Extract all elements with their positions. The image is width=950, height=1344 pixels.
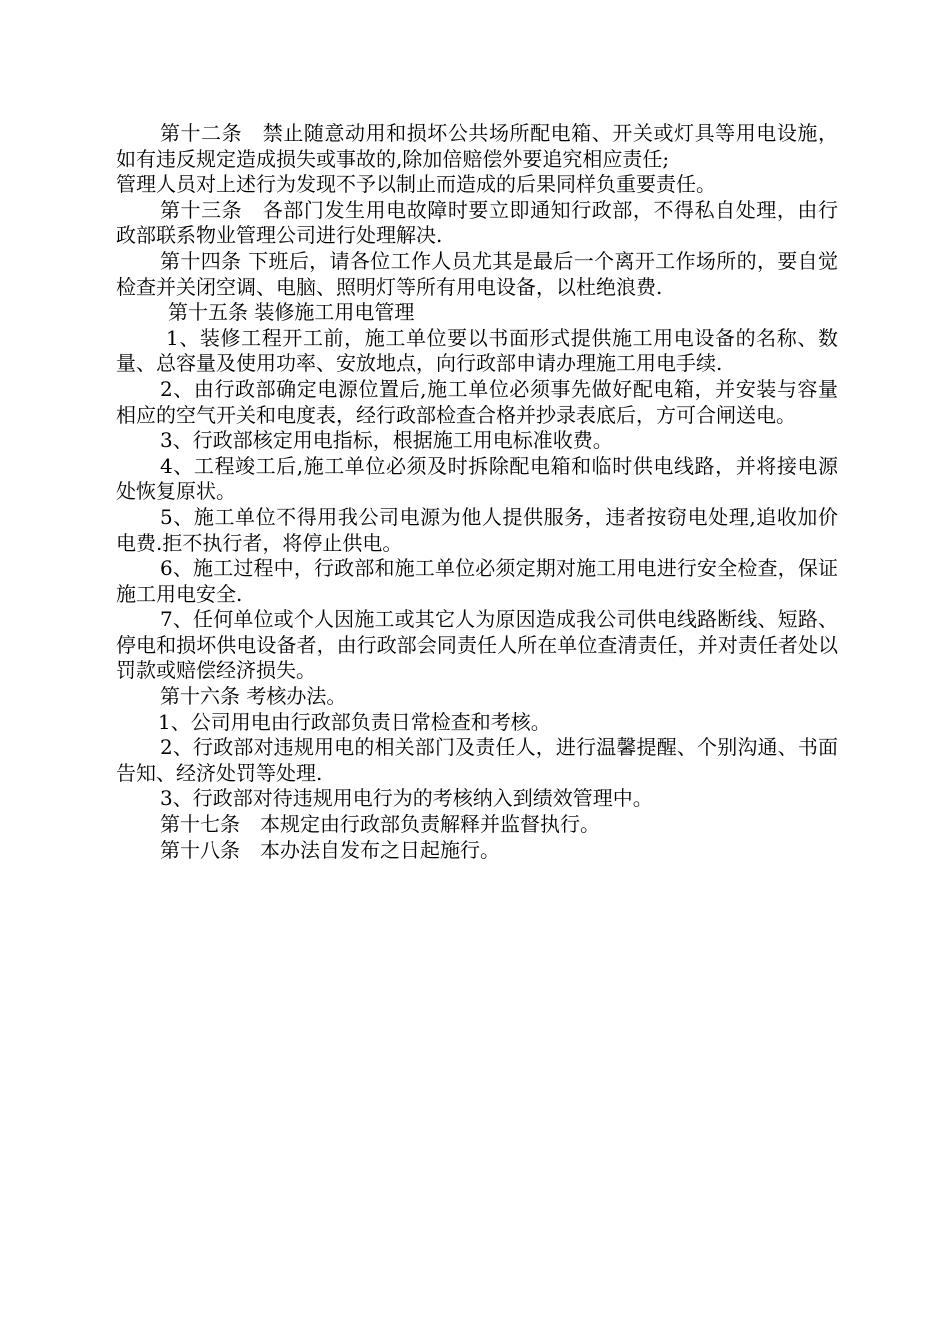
article-12: 第十二条 禁止随意动用和损坏公共场所配电箱、开关或灯具等用电设施，如有违反规定造成损失或事故的,除加倍赔偿外要追究相应责任; bbox=[116, 121, 838, 171]
article-16-item-3: 3、行政部对待违规用电行为的考核纳入到绩效管理中。 bbox=[160, 786, 653, 811]
article-16-item-1: 1、公司用电由行政部负责日常检查和考核。 bbox=[158, 709, 551, 734]
article-15-item-2: 2、由行政部确定电源位置后,施工单位必须事先做好配电箱，并安装与容量相应的空气开关和电度表，经行政部检查合格并抄录表底后，方可合闸送电。 bbox=[116, 376, 838, 427]
article-15-item-6: 6、施工过程中，行政部和施工单位必须定期对施工用电进行安全检查，保证施工用电安全. bbox=[116, 556, 838, 606]
article-15-item-7: 7、任何单位或个人因施工或其它人为原因造成我公司供电线路断线、短路、停电和损坏供电设备者，由行政部会同责任人所在单位查清责任，并对责任者处以罚款或赔偿经济损失。 bbox=[116, 607, 838, 683]
article-13: 第十三条 各部门发生用电故障时要立即通知行政部，不得私自处理，由行政部联系物业管理公司进行处理解决. bbox=[116, 197, 838, 248]
article-16-heading: 第十六条 考核办法。 bbox=[160, 684, 347, 709]
article-15-item-1: 1、装修工程开工前，施工单位要以书面形式提供施工用电设备的名称、数量、总容量及使用功率、安放地点，向行政部申请办理施工用电手续. bbox=[116, 325, 838, 376]
article-12-continued: 管理人员对上述行为发现不予以制止而造成的后果同样负重要责任。 bbox=[116, 172, 716, 197]
document-body bbox=[116, 121, 838, 863]
article-15-item-3: 3、行政部核定用电指标，根据施工用电标准收费。 bbox=[160, 428, 613, 453]
article-16-item-2: 2、行政部对违规用电的相关部门及责任人，进行温馨提醒、个别沟通、书面告知、经济处罚等处理. bbox=[116, 735, 838, 785]
article-17: 第十七条 本规定由行政部负责解释并监督执行。 bbox=[160, 812, 600, 837]
article-15-item-4: 4、工程竣工后,施工单位必须及时拆除配电箱和临时供电线路，并将接电源处恢复原状。 bbox=[116, 453, 838, 504]
article-18: 第十八条 本办法自发布之日起施行。 bbox=[160, 837, 500, 862]
article-15-item-5: 5、施工单位不得用我公司电源为他人提供服务，违者按窃电处理,追收加价电费.拒不执行者，将停止供电。 bbox=[116, 504, 838, 555]
article-15-heading: 第十五条 装修施工用电管理 bbox=[168, 300, 415, 325]
article-14: 第十四条 下班后，请各位工作人员尤其是最后一个离开工作场所的，要自觉检查并关闭空调、电脑、照明灯等所有用电设备，以杜绝浪费. bbox=[116, 248, 838, 299]
